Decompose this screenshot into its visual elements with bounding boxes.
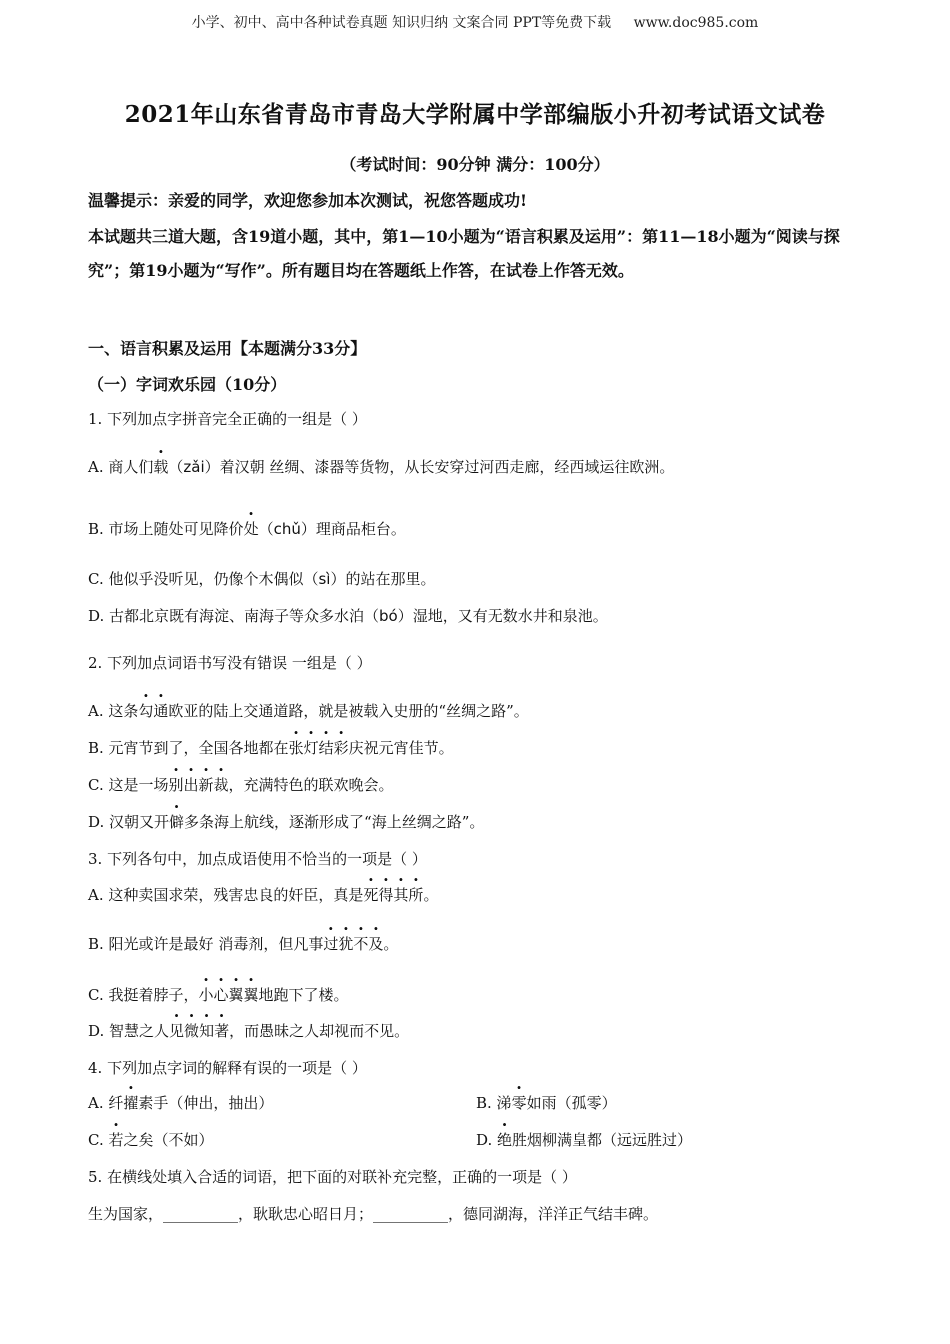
site-promo: 小学、初中、高中各种试卷真题 知识归纳 文案合同 PPT等免费下载 xyxy=(191,15,612,31)
question-4-option-b: B. 涕零如雨（孤零） xyxy=(476,1094,617,1112)
dotted-char: 处 xyxy=(243,520,259,538)
question-1-option-c: C. 他似乎没听见，仍像个木偶似（sì）的站在那里。 xyxy=(88,570,436,588)
dotted-char: 得 xyxy=(378,886,394,904)
dotted-char: 新 xyxy=(198,776,214,794)
question-1-option-b: B. 市场上随处可见降价处（chǔ）理商品柜台。 xyxy=(88,520,406,538)
exam-info: （考试时间：90分钟 满分：100分） xyxy=(340,155,610,174)
dotted-char: 其 xyxy=(393,886,409,904)
dotted-char: 结 xyxy=(318,739,334,757)
tip-text: 温馨提示：亲爱的同学，欢迎您参加本次测试，祝您答题成功! xyxy=(88,191,528,210)
question-2-option-d: D. 汉朝又开僻多条海上航线，逐渐形成了“海上丝绸之路”。 xyxy=(88,813,485,831)
dotted-char: 别 xyxy=(168,776,184,794)
dotted-char: 载 xyxy=(153,458,169,476)
question-5-couplet: 生为国家，__________，耿耿忠心昭日月；__________，德同湖海，洋洋正气结丰碑。 xyxy=(88,1205,659,1223)
pinyin: （chǔ） xyxy=(258,520,316,538)
question-3-stem: 3. 下列各句中，加点成语使用不恰当的一项是（ ） xyxy=(88,850,427,868)
site-url[interactable]: www.doc985.com xyxy=(633,15,759,31)
question-4-option-c: C. 若之矣（不如） xyxy=(88,1131,214,1149)
dotted-char: 见 xyxy=(169,1022,185,1040)
pinyin: （sì） xyxy=(303,570,346,588)
dotted-char: 过 xyxy=(323,935,339,953)
dotted-char: 彩 xyxy=(333,739,349,757)
intro-text: 本试题共三道大题，含19道小题，其中，第1—10小题为“语言积累及运用”：第11—18小题为“阅读与探究”；第19小题为“写作”。所有题目均在答题纸上作答，在试卷上作答无效。 xyxy=(88,227,840,280)
question-1-stem: 1. 下列加点字拼音完全正确的一组是（ ） xyxy=(88,410,367,428)
dotted-char: 擢 xyxy=(123,1094,139,1112)
dotted-char: 死 xyxy=(363,886,379,904)
section-heading: 一、语言积累及运用【本题满分33分】 xyxy=(88,339,367,358)
dotted-char: 及 xyxy=(368,935,384,953)
question-3-option-b: B. 阳光或许是最好 消毒剂，但凡事过犹不及。 xyxy=(88,935,399,953)
dotted-char: 勾 xyxy=(138,702,154,720)
dotted-char: 不 xyxy=(353,935,369,953)
question-3-option-d: D. 智慧之人见微知著，而愚昧之人却视而不见。 xyxy=(88,1022,410,1040)
dotted-char: 知 xyxy=(199,1022,215,1040)
pinyin: （zǎi） xyxy=(168,458,220,476)
dotted-char: 若 xyxy=(108,1131,124,1149)
dotted-char: 微 xyxy=(184,1022,200,1040)
dotted-char: 僻 xyxy=(169,813,185,831)
dotted-char: 通 xyxy=(153,702,169,720)
question-5-stem: 5. 在横线处填入合适的词语，把下面的对联补充完整，正确的一项是（ ） xyxy=(88,1168,577,1186)
dotted-char: 零 xyxy=(511,1094,527,1112)
question-4-stem: 4. 下列加点字词的解释有误的一项是（ ） xyxy=(88,1059,367,1077)
dotted-char: 翼 xyxy=(228,986,244,1004)
dotted-char: 所 xyxy=(408,886,424,904)
dotted-char: 小 xyxy=(198,986,214,1004)
dotted-char: 著 xyxy=(214,1022,230,1040)
question-1-option-a: A. 商人们载（zǎi）着汉朝 丝绸、漆器等货物，从长安穿过河西走廊，经西域运往欧洲。 xyxy=(88,458,675,476)
question-3-option-a: A. 这种卖国求荣，残害忠良的奸臣，真是死得其所。 xyxy=(88,886,439,904)
dotted-char: 绝 xyxy=(497,1131,513,1149)
subsection-heading: （一）字词欢乐园（10分） xyxy=(88,375,287,394)
dotted-char: 出 xyxy=(183,776,199,794)
question-4-option-d: D. 绝胜烟柳满皇都（远远胜过） xyxy=(476,1131,693,1149)
dotted-char: 翼 xyxy=(243,986,259,1004)
dotted-char: 心 xyxy=(213,986,229,1004)
dotted-char: 灯 xyxy=(303,739,319,757)
question-2-option-a: A. 这条勾通欧亚的陆上交通道路，就是被载入史册的“丝绸之路”。 xyxy=(88,702,529,720)
page-title: 2021年山东省青岛市青岛大学附属中学部编版小升初考试语文试卷 xyxy=(124,101,826,128)
dotted-char: 裁 xyxy=(213,776,229,794)
question-4-option-a: A. 纤擢素手（伸出，抽出） xyxy=(88,1094,274,1112)
question-3-option-c: C. 我挺着脖子，小心翼翼地跑下了楼。 xyxy=(88,986,349,1004)
question-2-option-c: C. 这是一场别出新裁，充满特色的联欢晚会。 xyxy=(88,776,394,794)
site-header xyxy=(0,12,950,32)
question-2-option-b: B. 元宵节到了，全国各地都在张灯结彩庆祝元宵佳节。 xyxy=(88,739,454,757)
question-1-option-d: D. 古都北京既有海淀、南海子等众多水泊（bó）湿地，又有无数水井和泉池。 xyxy=(88,607,608,625)
dotted-char: 犹 xyxy=(338,935,354,953)
dotted-char: 张 xyxy=(288,739,304,757)
pinyin: （bó） xyxy=(364,607,413,625)
question-2-stem: 2. 下列加点词语书写没有错误 一组是（ ） xyxy=(88,654,372,672)
